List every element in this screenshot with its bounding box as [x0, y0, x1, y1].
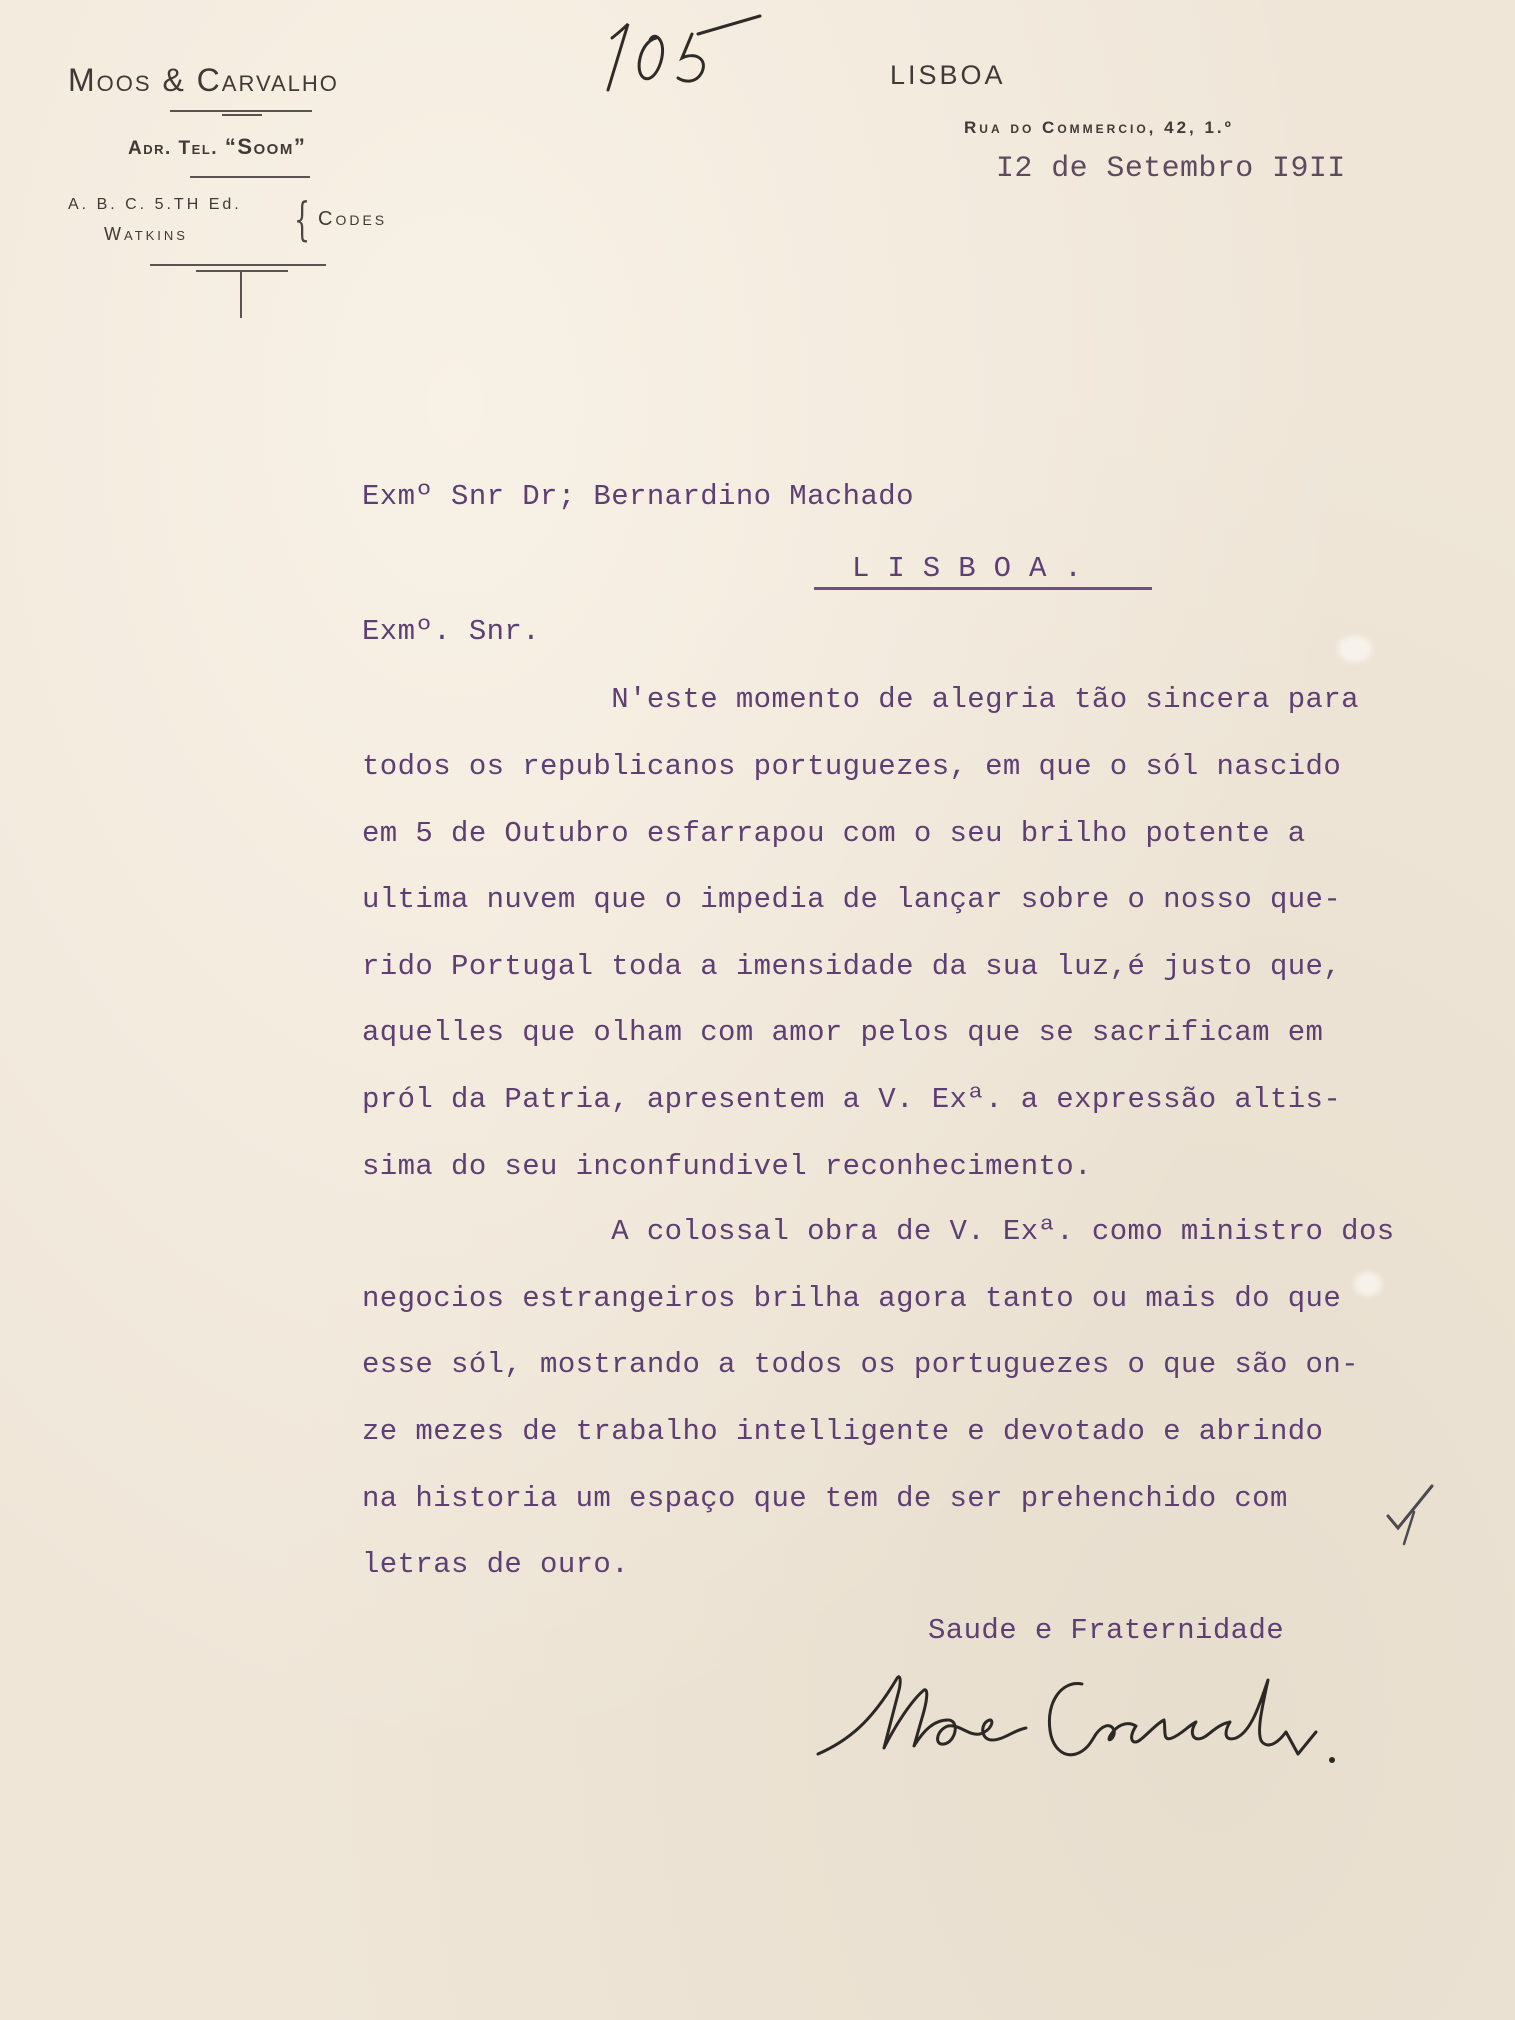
telegraph-prefix: Adr. Tel.	[128, 138, 219, 159]
addressee-city-underline	[814, 587, 1152, 590]
letterhead-rule	[240, 272, 242, 318]
paper-blemish	[1338, 636, 1372, 662]
letterhead-rule	[170, 110, 312, 112]
letter-date: I2 de Setembro I9II	[996, 152, 1346, 186]
paragraph-1-line: em 5 de Outubro esfarrapou com o seu brilho potente a	[362, 817, 1306, 850]
handwritten-signature	[810, 1650, 1350, 1780]
paragraph-2-line: A colossal obra de V. Exª. como ministro dos	[362, 1215, 1395, 1248]
paragraph-1-line: pról da Patria, apresentem a V. Exª. a expressão altis-	[362, 1083, 1342, 1116]
brace-icon: {	[294, 192, 311, 246]
paragraph-1-line: todos os republicanos portuguezes, em que o sól nascido	[362, 750, 1342, 783]
paragraph-2-line: letras de ouro.	[362, 1548, 630, 1581]
paragraph-2-line: ze mezes de trabalho intelligente e devotado e abrindo	[362, 1415, 1324, 1448]
addressee: Exmº Snr Dr; Bernardino Machado	[362, 480, 914, 513]
letterhead-street: Rua do Commercio, 42, 1.º	[964, 118, 1234, 137]
closing-phrase: Saude e Fraternidade	[928, 1614, 1285, 1647]
paragraph-2-line: esse sól, mostrando a todos os portuguezes o que são on-	[362, 1348, 1359, 1381]
code-book-watkins: Watkins	[104, 224, 188, 244]
company-name: Moos & Carvalho	[68, 62, 339, 98]
paragraph-2-line: na historia um espaço que tem de ser prehenchido com	[362, 1482, 1288, 1515]
letterhead-city: LISBOA	[890, 60, 1006, 90]
paragraph-1-line: ultima nuvem que o impedia de lançar sobre o nosso que-	[362, 883, 1342, 916]
paragraph-1-line: aquelles que olham com amor pelos que se sacrificam em	[362, 1016, 1324, 1049]
telegraph-code: “Soom”	[224, 134, 307, 159]
letterhead-rule	[190, 176, 310, 178]
code-book-abc: A. B. C. 5.TH Ed.	[68, 196, 242, 213]
telegraph-address	[128, 134, 306, 160]
pencil-tick-mark	[1384, 1482, 1440, 1546]
paragraph-1-line: sima do seu inconfundivel reconhecimento.	[362, 1150, 1092, 1183]
letterhead-rule	[150, 264, 326, 266]
letterhead-rule	[196, 270, 288, 272]
addressee-city: LISBOA.	[852, 552, 1100, 585]
codes-label: Codes	[318, 208, 388, 230]
letterhead-rule	[222, 114, 262, 116]
folio-number-annotation	[598, 8, 768, 98]
paragraph-1-line: rido Portugal toda a imensidade da sua luz,é justo que,	[362, 950, 1342, 983]
paragraph-2-line: negocios estrangeiros brilha agora tanto ou mais do que	[362, 1282, 1342, 1315]
salutation: Exmº. Snr.	[362, 615, 541, 648]
paper-blemish	[1354, 1272, 1382, 1296]
paragraph-1-line: N'este momento de alegria tão sincera para	[362, 683, 1359, 716]
